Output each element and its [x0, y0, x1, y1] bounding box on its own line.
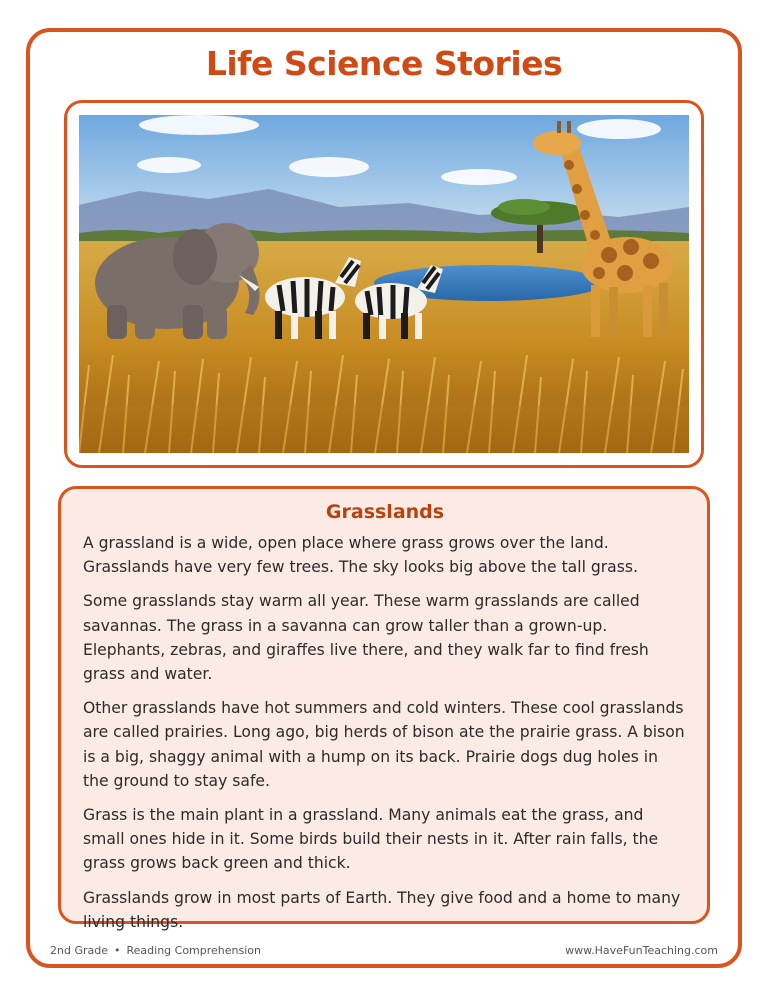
footer-meta: [50, 944, 261, 957]
passage-paragraph: Grass is the main plant in a grassland. Many animals eat the grass, and small ones hide in it. Some birds build their nests in it. After rain falls, the grass grows back green and thick.: [83, 806, 659, 873]
passage-paragraph: A grassland is a wide, open place where grass grows over the land. Grasslands have very few trees. The sky looks big above the tall grass.: [83, 534, 638, 577]
illustration-card: [64, 100, 704, 468]
passage-paragraph: Grasslands grow in most parts of Earth. They give food and a home to many living things.: [83, 888, 681, 931]
page-title: Life Science Stories: [205, 44, 563, 83]
footer-grade: 2nd Grade: [50, 944, 108, 957]
passage-paragraph: Some grasslands stay warm all year. These warm grasslands are called savannas. The grass in a savanna can grow taller than a grown-up. Elephants, zebras, and giraffes live there, and they walk far to find fresh grass and water.: [83, 592, 649, 684]
footer-website[interactable]: www.HaveFunTeaching.com: [565, 944, 718, 957]
passage-paragraph: Other grasslands have hot summers and cold winters. These cool grasslands are called prairies. Long ago, big herds of bison ate the prairie grass. A bison is a big, shaggy animal with a hump on its back. Prairie dogs dug holes in the ground to stay safe.: [83, 699, 685, 790]
footer-subject: Reading Comprehension: [126, 944, 262, 957]
passage-card: [58, 486, 710, 931]
bullet-separator: •: [114, 944, 121, 957]
savanna-illustration: [79, 115, 689, 453]
passage-heading: Grasslands: [325, 501, 445, 523]
